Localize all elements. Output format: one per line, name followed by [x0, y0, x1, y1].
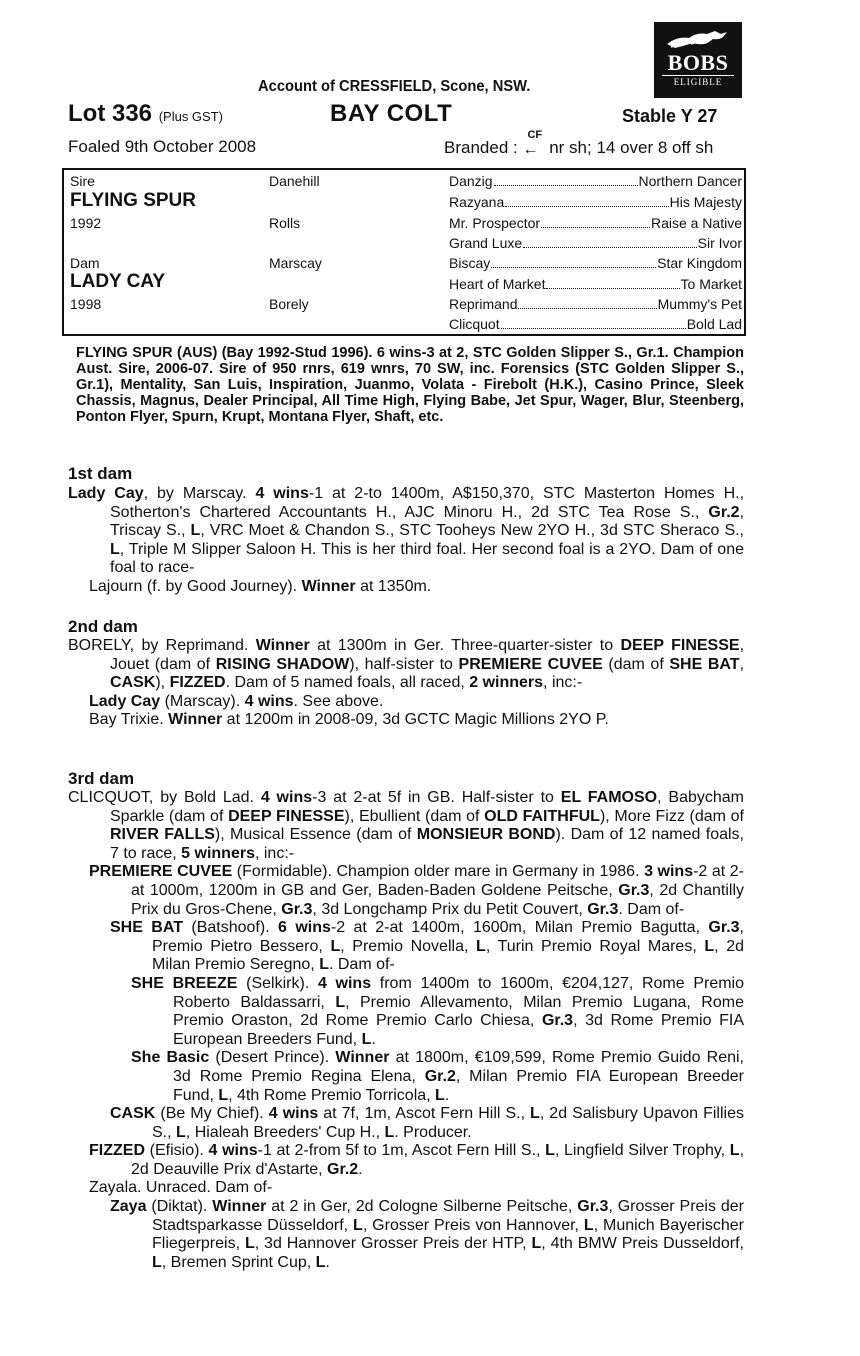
third-dam-heading: 3rd dam — [68, 769, 135, 788]
ancestor-row — [449, 276, 742, 293]
ancestor-parent: Bold Lad — [686, 316, 742, 332]
horse-icon — [663, 28, 733, 50]
sire-dam: Rolls — [269, 215, 301, 231]
branded-label: Branded : — [444, 138, 518, 157]
ancestor-row — [449, 255, 742, 272]
ancestor-row — [449, 173, 742, 190]
ancestor-name: Reprimand — [449, 296, 518, 312]
account-line: Account of CRESSFIELD, Scone, NSW. — [258, 78, 531, 95]
bobs-eligible-logo — [654, 22, 742, 98]
lot-label: Lot 336 — [68, 100, 153, 127]
gst-note: (Plus GST) — [158, 109, 223, 124]
logo-brand: BOBS — [667, 50, 729, 75]
dam-sire: Marscay — [269, 255, 322, 271]
brand-letters: CF — [527, 129, 543, 141]
horse-title: BAY COLT — [330, 100, 453, 127]
third-dam-text: CLICQUOT, by Bold Lad. 4 wins-3 at 2-at 5f in GB. Half-sister to EL FAMOSO, Babycham Sparkle (dam of DEEP FINESSE), Ebullient (dam of OLD FAITHFUL), More Fizz (dam of RIVER FALLS), Musical Essence (dam of MONSIEUR BOND). Dam of 12 named foals, 7 to race, 5 winners, inc:- PREMIERE CUVEE (Formidable). Champion older mare in Germany in 1986. 3 wins-2 at 2-at 1000m, 1200m in GB and Ger, Baden-Baden Goldene Peitsche, Gr.3, 2d Chantilly Prix du Gros-Chene, Gr.3, 3d Longchamp Prix du Petit Couvert, Gr.3. Dam of- SHE BAT (Batshoof). 6 wins-2 at 2-at 1400m, 1600m, Milan Premio Bagutta, Gr.3, Premio Pietro Bessero, L, Premio Novella, L, Turin Premio Royal Mares, L, 2d Milan Premio Seregno, L. Dam of- SHE BREEZE (Selkirk). 4 wins from 1400m to 1600m, €204,127, Rome Premio Roberto Baldassarri, L, Premio Allevamento, Milan Premio Lugana, Rome Premio Oraston, 2d Rome Premio Carlo Chiesa, Gr.3, 3d Rome Premio FIA European Breeders Fund, L. She Basic (Desert Prince). Winner at 1800m, €109,599, Rome Premio Guido Reni, 3d Rome Premio Regina Elena, Gr.2, Milan Premio FIA European Breeder Fund, L, 4th Rome Premio Torricola, L. CASK (Be My Chief). 4 wins at 7f, 1m, Ascot Fern Hill S., L, 2d Salisbury Upavon Fillies S., L, Hialeah Breeders' Cup H., L. Producer. FIZZED (Efisio). 4 wins-1 at 2-from 5f to 1m, Ascot Fern Hill S., L, Lingfield Silver Trophy, L, 2d Deauville Prix d'Astarte, Gr.2. Zayala. Unraced. Dam of- Zaya (Diktat). Winner at 2 in Ger, 2d Cologne Silberne Peitsche, Gr.3, Grosser Preis der Stadtsparkasse Düsseldorf, L, Grosser Preis von Hannover, L, Munich Bayerischer Fliegerpreis, L, 3d Hannover Grosser Preis der HTP, L, 4th BMW Preis Dusseldorf, L, Bremen Sprint Cup, L. — [68, 789, 745, 1271]
dam-name: LADY CAY — [70, 271, 166, 292]
ancestor-row — [449, 215, 742, 232]
lot-number — [68, 100, 223, 128]
second-dam-text: BORELY, by Reprimand. Winner at 1300m in Ger. Three-quarter-sister to DEEP FINESSE, Jouet (dam of RISING SHADOW), half-sister to PREMIERE CUVEE (dam of SHE BAT, CASK), FIZZED. Dam of 5 named foals, all raced, 2 winners, inc:- Lady Cay (Marscay). 4 wins. See above. Bay Trixie. Winner at 1200m in 2008-09, 3d GCTC Magic Millions 2YO P. — [68, 637, 745, 729]
sire-name: FLYING SPUR — [70, 190, 196, 211]
dam-year: 1998 — [70, 296, 102, 312]
stable-number: Stable Y 27 — [622, 106, 718, 126]
ancestor-row — [449, 194, 742, 211]
ancestor-row — [449, 316, 742, 333]
ancestor-parent: Raise a Native — [650, 215, 742, 231]
brand-arrow-icon: ← — [522, 141, 539, 158]
dam-dam: Borely — [269, 296, 309, 312]
pedigree-table — [62, 168, 746, 336]
sire-summary: FLYING SPUR (AUS) (Bay 1992-Stud 1996). 6 wins-3 at 2, STC Golden Slipper S., Gr.1. Champion Aust. Sire, 2006-07. Sire of 950 rnrs, 619 wnrs, 70 SW, inc. Forensics (STC Golden Slipper S., Gr.1), Mentality, San Luis, Inspiration, Juanmo, Volata - Firebolt (H.K.), Casino Prince, Sleek Chassis, Magnus, Dealer Principal, All Time High, Flying Babe, Jet Spur, Wager, Blur, Steenberg, Ponton Flyer, Spurn, Krupt, Montana Flyer, Shaft, etc. — [76, 345, 744, 425]
sire-label: Sire — [70, 173, 95, 189]
ancestor-name: Danzig — [449, 173, 493, 189]
sire-year: 1992 — [70, 215, 102, 231]
dam-label: Dam — [70, 255, 100, 271]
ancestor-name: Grand Luxe — [449, 235, 523, 251]
foaled-date: Foaled 9th October 2008 — [68, 137, 257, 156]
ancestor-name: Biscay — [449, 255, 491, 271]
sire-sire: Danehill — [269, 173, 320, 189]
ancestor-parent: Star Kingdom — [657, 255, 742, 271]
ancestor-parent: Northern Dancer — [638, 173, 742, 189]
ancestor-row — [449, 296, 742, 313]
ancestor-name: Razyana — [449, 194, 505, 210]
ancestor-parent: Sir Ivor — [697, 235, 742, 251]
logo-subtitle: ELIGIBLE — [662, 75, 734, 88]
brand-mark — [522, 129, 544, 158]
first-dam-heading: 1st dam — [68, 464, 133, 483]
second-dam-heading: 2nd dam — [68, 617, 138, 636]
branded-line — [444, 129, 714, 158]
ancestor-name: Heart of Market — [449, 276, 546, 292]
first-dam-text: Lady Cay, by Marscay. 4 wins-1 at 2-to 1400m, A$150,370, STC Masterton Homes H., Sotherton's Chartered Accountants H., AJC Minoru H., 2d STC Tea Rose S., Gr.2, Triscay S., L, VRC Moet & Chandon S., STC Tooheys New 2YO H., 3d STC Sheraco S., L, Triple M Slipper Saloon H. This is her third foal. Her second foal is a 2YO. Dam of one foal to race- Lajourn (f. by Good Journey). Winner at 1350m. — [68, 485, 745, 595]
ancestor-name: Mr. Prospector — [449, 215, 541, 231]
ancestor-name: Clicquot — [449, 316, 500, 332]
ancestor-parent: His Majesty — [669, 194, 742, 210]
ancestor-parent: Mummy's Pet — [657, 296, 742, 312]
ancestor-parent: To Market — [680, 276, 742, 292]
branded-details: nr sh; 14 over 8 off sh — [549, 138, 714, 157]
ancestor-row — [449, 235, 742, 252]
